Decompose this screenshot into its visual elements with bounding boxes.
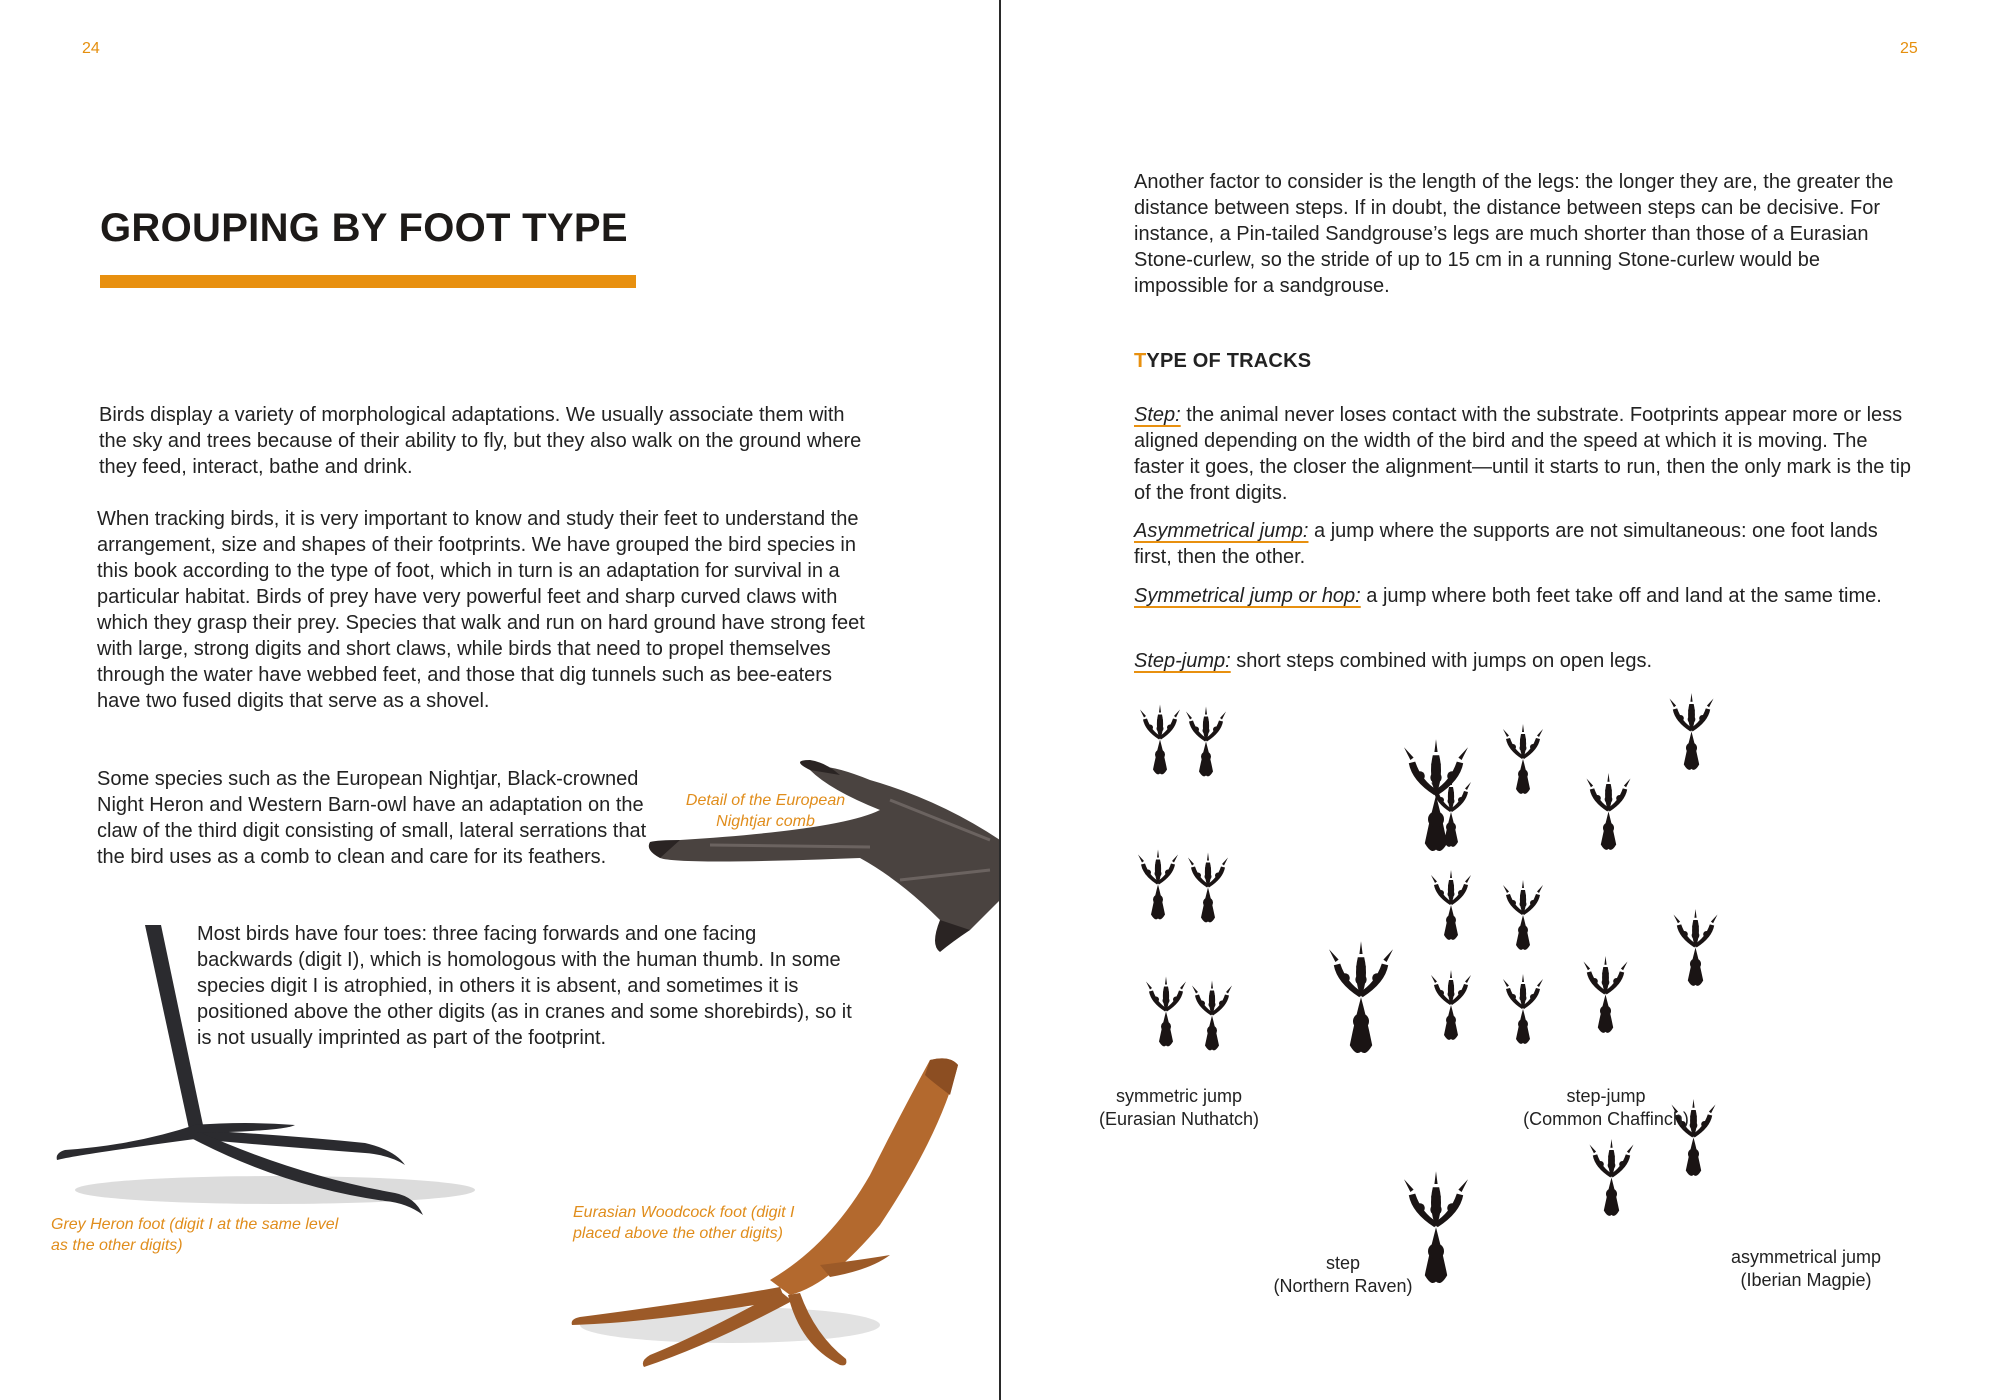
left-page bbox=[0, 0, 999, 1400]
magpie-track bbox=[1668, 898, 1723, 998]
chaffinch-track bbox=[1426, 958, 1476, 1053]
term-asymmetrical-jump: Asymmetrical jump: bbox=[1134, 520, 1309, 542]
nuthatch-track bbox=[1183, 848, 1233, 928]
intro-paragraph: Birds display a variety of morphological adaptations. We usually associate them with the sky and trees because of their ability to fly, but they also walk on the ground where they feed, interact, bathe and drink. bbox=[99, 404, 862, 478]
label-asymmetrical-jump-title: asymmetrical jump bbox=[1730, 1247, 1882, 1267]
definition-symmetrical-text: a jump where both feet take off and land at the same time. bbox=[1360, 585, 1882, 607]
chaffinch-track bbox=[1498, 962, 1548, 1057]
label-asymmetrical-jump-species: (Iberian Magpie) bbox=[1740, 1270, 1872, 1290]
definition-asymmetrical bbox=[1134, 518, 1914, 570]
magpie-track bbox=[1584, 1128, 1639, 1228]
page-number-right: 25 bbox=[1900, 40, 1918, 57]
label-symmetric-jump bbox=[1059, 1085, 1299, 1131]
definition-step-jump-text: short steps combined with jumps on open legs. bbox=[1230, 650, 1653, 672]
heron-caption: Grey Heron foot (digit I at the same level as the other digits) bbox=[51, 1216, 339, 1254]
label-asymmetrical-jump bbox=[1701, 1246, 1911, 1292]
tracking-paragraph: When tracking birds, it is very important to know and study their feet to understand the arrangement, size and shapes of their footprints. We have grouped the bird species in this book according to the type of foot, which in turn is an adaptation for survival in a particular habitat. Birds of prey have very powerful feet and sharp curved claws with which they grasp their prey. Species that walk and run on hard ground have strong feet with large, strong digits and short claws, while birds that need to propel themselves through the water have webbed feet, and those that dig tunnels such as bee-eaters have two fused digits that serve as a shovel. bbox=[97, 508, 865, 712]
term-step: Step: bbox=[1134, 404, 1181, 426]
label-symmetric-jump-species: (Eurasian Nuthatch) bbox=[1098, 1109, 1260, 1129]
nightjar-foot-illustration bbox=[640, 730, 1000, 970]
magpie-track bbox=[1578, 945, 1633, 1045]
page-title: GROUPING BY FOOT TYPE bbox=[100, 206, 628, 250]
definition-step-text: the animal never loses contact with the substrate. Footprints appear more or less aligned depending on the width of the bird and the speed at which it is moving. The faster it goes, the closer the alignment—until it starts to run, then the only mark is the tip of the front digits. bbox=[1134, 404, 1912, 504]
title-underline bbox=[100, 275, 636, 288]
section-title-type-of-tracks bbox=[1134, 350, 1311, 373]
chaffinch-track bbox=[1426, 858, 1476, 953]
magpie-track bbox=[1664, 682, 1719, 782]
chaffinch-track bbox=[1498, 868, 1548, 963]
nuthatch-track bbox=[1187, 976, 1237, 1056]
raven-track bbox=[1321, 908, 1401, 1088]
woodcock-foot-illustration bbox=[530, 1055, 1000, 1400]
toes-paragraph: Most birds have four toes: three facing forwards and one facing backwards (digit I), which is homologous with the human thumb. In some species digit I is atrophied, in others it is absent, and sometimes it is positioned above the other digits (as in cranes and some shorebirds), so it is not usually imprinted as part of the footprint. bbox=[197, 923, 852, 1049]
label-symmetric-jump-title: symmetric jump bbox=[1115, 1086, 1242, 1106]
term-step-jump: Step-jump: bbox=[1134, 650, 1231, 672]
nuthatch-track bbox=[1181, 702, 1231, 782]
label-step-jump-species: (Common Chaffinch) bbox=[1523, 1109, 1689, 1129]
chaffinch-track bbox=[1498, 712, 1548, 807]
nuthatch-track bbox=[1141, 972, 1191, 1052]
label-step-title: step bbox=[1325, 1253, 1361, 1273]
nuthatch-track bbox=[1135, 700, 1185, 780]
nightjar-caption: Detail of the European Nightjar comb bbox=[685, 792, 846, 830]
heron-foot-illustration bbox=[35, 925, 495, 1225]
chaffinch-track bbox=[1426, 765, 1476, 860]
right-page bbox=[1001, 0, 2000, 1400]
woodcock-caption: Eurasian Woodcock foot (digit I placed above the other digits) bbox=[573, 1204, 795, 1242]
term-symmetrical-jump: Symmetrical jump or hop: bbox=[1134, 585, 1361, 607]
section-title-initial: T bbox=[1134, 350, 1147, 372]
definition-step-jump bbox=[1134, 648, 1914, 674]
label-step-jump-title: step-jump bbox=[1566, 1086, 1646, 1106]
label-step bbox=[1253, 1252, 1433, 1298]
magpie-track bbox=[1581, 762, 1636, 862]
page-number-left: 24 bbox=[82, 40, 100, 57]
label-step-species: (Northern Raven) bbox=[1273, 1276, 1413, 1296]
definition-step bbox=[1134, 402, 1914, 506]
comb-paragraph: Some species such as the European Nightjar, Black-crowned Night Heron and Western Barn-owl have an adaptation on the claw of the third digit consisting of small, lateral serrations that the bird uses as a comb to clean and care for its feathers. bbox=[97, 768, 647, 868]
definition-asymmetrical-text: a jump where the supports are not simultaneous: one foot lands first, then the other. bbox=[1134, 520, 1878, 568]
nuthatch-track bbox=[1133, 845, 1183, 925]
section-title-rest: YPE OF TRACKS bbox=[1146, 350, 1312, 372]
legs-paragraph: Another factor to consider is the length of the legs: the longer they are, the greater the distance between steps. If in doubt, the distance between steps can be decisive. For instance, a Pin-tailed Sandgrouse’s legs are much shorter than those of a Eurasian Stone-curlew, so the stride of up to 15 cm in a running Stone-curlew would be impossible for a sandgrouse. bbox=[1134, 171, 1894, 297]
label-step-jump bbox=[1501, 1085, 1711, 1131]
definition-symmetrical bbox=[1134, 583, 1914, 609]
